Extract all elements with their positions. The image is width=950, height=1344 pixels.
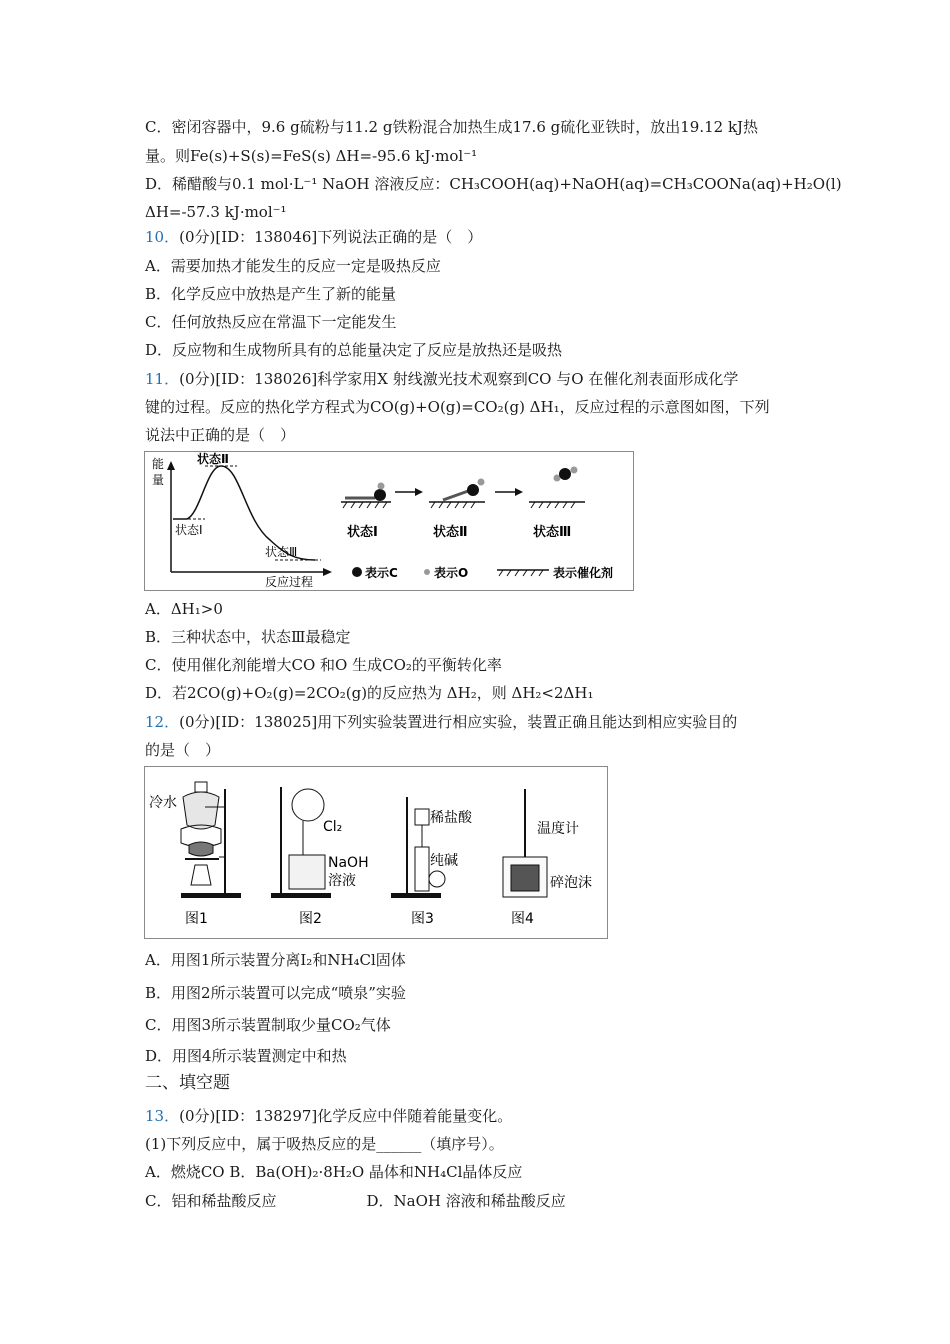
inner-beaker-foam <box>511 865 539 891</box>
q11-option-b: B．三种状态中，状态Ⅲ最稳定 <box>145 628 351 646</box>
carbon-atom-1 <box>374 489 386 501</box>
q12-option-a: A．用图1所示装置分离I₂和NH₄Cl固体 <box>145 951 406 969</box>
q12-text: (0分)[ID：138025]用下列实验装置进行相应实验，装置正确且能达到相应实验目的 <box>179 713 738 731</box>
q11-stem-line2: 键的过程。反应的热化学方程式为CO(g)+O(g)=CO₂(g) ΔH₁，反应过程的示意图如图，下列 <box>145 398 770 416</box>
q10-option-d: D．反应物和生成物所具有的总能量决定了反应是放热还是吸热 <box>145 341 563 359</box>
soda-label: 纯碱 <box>430 853 458 869</box>
q10-option-a: A．需要加热才能发生的反应一定是吸热反应 <box>145 257 441 275</box>
apparatus-diagram <box>145 767 607 938</box>
caption-fig1: 图1 <box>185 911 208 927</box>
q12-stem-line1 <box>145 712 737 732</box>
q12-option-d: D．用图4所示装置测定中和热 <box>145 1047 347 1065</box>
caption-fig3: 图3 <box>411 911 434 927</box>
catalyst-1-hatch <box>343 502 387 508</box>
q11-stem-line1 <box>145 369 738 389</box>
q13-number: 13． <box>145 1107 180 1125</box>
section-title-fill-in: 二、填空题 <box>145 1073 230 1093</box>
legend-o-label: 表示O <box>434 566 469 580</box>
q12-number: 12． <box>145 713 180 731</box>
q10-stem <box>145 227 482 247</box>
carbon-atom-3 <box>559 468 571 480</box>
hcl-label: 稀盐酸 <box>430 810 472 826</box>
curve-state2-label: 状态Ⅱ <box>197 452 229 466</box>
caption-fig4: 图4 <box>511 911 534 927</box>
legend-c-label: 表示C <box>365 566 398 580</box>
adsorbed-co-bond-2 <box>443 490 471 500</box>
stand2-base <box>271 893 331 898</box>
cold-flask <box>183 792 219 829</box>
q9-option-d-line1: D．稀醋酸与0.1 mol·L⁻¹ NaOH 溶液反应：CH₃COOH(aq)+NaOH(aq)=CH₃COONa(aq)+H₂O(l) <box>145 175 842 193</box>
q11-option-c: C．使用催化剂能增大CO 和O 生成CO₂的平衡转化率 <box>145 656 502 674</box>
q11-number: 11． <box>145 370 180 388</box>
carbon-atom-2 <box>467 484 479 496</box>
x-axis-arrow <box>323 568 332 576</box>
beaker-2 <box>289 855 325 889</box>
q11-stem-line3: 说法中正确的是（ ） <box>145 426 296 444</box>
arrow-2-head <box>515 488 523 496</box>
apparatus-figure <box>144 766 608 939</box>
y-axis-label-2: 量 <box>152 473 165 487</box>
q12-stem-line2: 的是（ ） <box>145 741 221 759</box>
state1-label: 状态Ⅰ <box>347 525 378 540</box>
q11-option-d: D．若2CO(g)+O₂(g)=2CO₂(g)的反应热为 ΔH₂，则 ΔH₂<2ΔH₁ <box>145 684 594 702</box>
state2-label: 状态Ⅱ <box>433 525 468 540</box>
cl2-label: Cl₂ <box>323 819 343 835</box>
naoh-label: NaOH <box>328 855 369 871</box>
legend-c-icon <box>352 567 362 577</box>
gas-collector <box>429 871 445 887</box>
oxygen-atom-3b <box>571 467 578 474</box>
energy-diagram <box>145 452 633 590</box>
q9-option-d-line2: ΔH=-57.3 kJ·mol⁻¹ <box>145 203 287 221</box>
energy-diagram-figure <box>144 451 634 591</box>
solid-mixture <box>189 842 213 856</box>
cold-water-label: 冷水 <box>149 795 177 811</box>
dropping-funnel <box>415 809 429 825</box>
catalyst-2-hatch <box>431 502 475 508</box>
solution-label: 溶液 <box>328 873 356 889</box>
q13-options-ab: A．燃烧CO B．Ba(OH)₂·8H₂O 晶体和NH₄Cl晶体反应 <box>145 1163 523 1181</box>
arrow-1-head <box>415 488 423 496</box>
q9-option-c-line1: C．密闭容器中，9.6 g硫粉与11.2 g铁粉混合加热生成17.6 g硫化亚铁时，放出19.12 kJ热 <box>145 118 759 136</box>
state3-label: 状态Ⅲ <box>533 525 572 540</box>
test-tube <box>415 847 429 891</box>
thermometer-label: 温度计 <box>537 821 579 837</box>
q10-option-c: C．任何放热反应在常温下一定能发生 <box>145 313 397 331</box>
stand3-base <box>391 893 441 898</box>
q13-options-cd: C．铝和稀盐酸反应 D．NaOH 溶液和稀盐酸反应 <box>145 1192 566 1210</box>
legend-catalyst-label: 表示催化剂 <box>553 566 614 580</box>
x-axis-label: 反应过程 <box>265 575 314 589</box>
catalyst-3-hatch <box>531 502 575 508</box>
curve-state3-label: 状态Ⅲ <box>265 545 298 559</box>
oxygen-atom-2 <box>478 479 485 486</box>
curve-state1-label: 状态Ⅰ <box>175 523 203 537</box>
y-axis-arrow <box>167 461 175 470</box>
legend-o-icon <box>424 569 430 575</box>
q10-text: (0分)[ID：138046]下列说法正确的是（ ） <box>179 228 483 246</box>
q13-part1: (1)下列反应中，属于吸热反应的是______（填序号）。 <box>145 1135 504 1153</box>
q12-option-c: C．用图3所示装置制取少量CO₂气体 <box>145 1016 391 1034</box>
caption-fig2: 图2 <box>299 911 322 927</box>
fountain-flask <box>292 789 324 821</box>
flask-neck <box>195 782 207 792</box>
q13-stem <box>145 1106 512 1126</box>
q10-number: 10． <box>145 228 180 246</box>
oxygen-atom-1 <box>378 483 385 490</box>
q11-text: (0分)[ID：138026]科学家用X 射线激光技术观察到CO 与O 在催化剂表面形成化学 <box>179 370 739 388</box>
legend-catalyst-hatch <box>499 570 543 576</box>
lamp-1 <box>191 865 211 885</box>
q10-option-b: B．化学反应中放热是产生了新的能量 <box>145 285 397 303</box>
q11-option-a: A．ΔH₁>0 <box>145 600 223 618</box>
q13-text: (0分)[ID：138297]化学反应中伴随着能量变化。 <box>179 1107 513 1125</box>
stand1-base <box>181 893 241 898</box>
q9-option-c-line2: 量。则Fe(s)+S(s)=FeS(s) ΔH=-95.6 kJ·mol⁻¹ <box>145 147 478 165</box>
q12-option-b: B．用图2所示装置可以完成“喷泉”实验 <box>145 984 406 1002</box>
y-axis-label-1: 能 <box>152 457 165 471</box>
foam-label: 碎泡沫 <box>550 875 592 891</box>
